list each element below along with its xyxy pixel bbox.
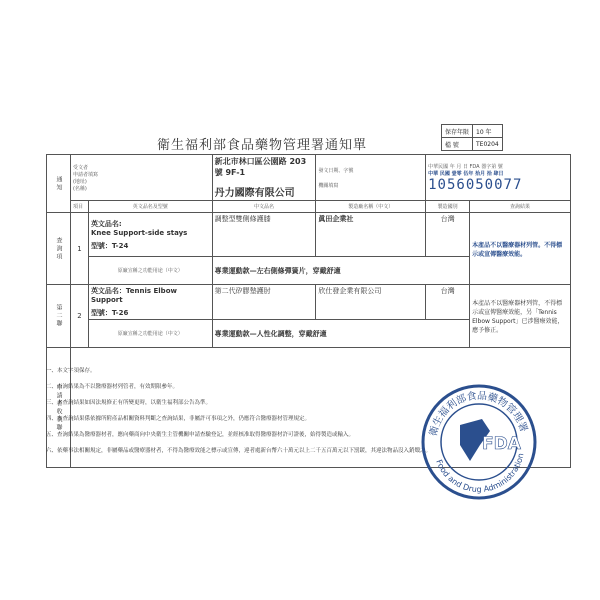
item-1-country: 台灣	[426, 213, 470, 257]
date-month: 月	[456, 163, 462, 170]
seal-english-text: Food and Drug Administration	[434, 452, 526, 495]
doc-number: 1056050077	[428, 176, 523, 193]
item-1-zh-name: 調整型雙側條護膝	[212, 213, 316, 257]
note-item: 四、本查詢結果係依據所附產品相關資料判斷之查詢結果，非屬許可事項之外，仍應符合醫療器材管理規定。	[46, 416, 311, 422]
file-label: 檔 號	[442, 138, 473, 151]
item-1-usage: 專業運動款—左右側條彈簧片，穿戴舒適	[212, 257, 469, 285]
date-prefix: 中華民國	[428, 163, 449, 170]
note-item: 一、本文字須保存。	[46, 368, 96, 374]
applicant-label: 申請者填寫	[72, 171, 98, 178]
date-year: 年	[449, 163, 455, 170]
recipient-address: 新北市林口區公園路 203 號 9F-1	[214, 157, 307, 177]
note-item: 三、本查詢結果如因法規修正有所變更時，以衛生福利部公告為準。	[46, 400, 212, 406]
date-stamp: 中華 民國 壹零 伍年 拾月 拾 肆日	[428, 170, 504, 177]
retention-value: 10 年	[473, 125, 503, 138]
fda-prefix: FDA 器字第	[469, 163, 497, 170]
col-name-model: 英文品名及型號	[88, 201, 212, 213]
document-title: 衛生福利部食品藥物管理署通知單	[156, 138, 367, 153]
item-2-en-label: 英文品名：Tennis Elbow Support	[90, 287, 177, 304]
date-label: 發文日期、字號	[318, 167, 354, 174]
date-label-cell	[316, 155, 426, 201]
item-1-maker: 眞田企業社	[316, 213, 426, 257]
item-2-usage-label: 原廠宣稱之功能用途（中文）	[88, 320, 212, 348]
col-result: 查詢結果	[470, 201, 571, 213]
date-value-cell	[426, 155, 571, 201]
col-item: 項目	[70, 201, 88, 213]
address-label: (地址)	[72, 178, 87, 185]
date-day: 日	[462, 163, 468, 170]
file-value: TE0204	[473, 138, 503, 151]
fda-seal	[420, 383, 538, 501]
note-item: 六、依藥事法相關規定，非屬藥品或醫療器材者，不得為醫療效能之標示或宣傳，違者處新台幣六十萬元以上二千五百萬元以下罰鍰，其違法物品沒入銷燬之。	[46, 448, 432, 454]
note-item: 五、查詢結果為醫療器材者，應向藥商向中央衛生主管機關申請查驗登記，並經核准取得醫療器材許可證後，始得製造或輸入。	[46, 432, 355, 438]
item-1-usage-label: 原廠宣稱之功能用途（中文）	[88, 257, 212, 285]
item-2-name-cell	[88, 285, 212, 320]
agency-label: 機關填寫	[318, 182, 339, 189]
item-2-no: 2	[70, 285, 88, 348]
col-chinese-name: 中文品名	[212, 201, 316, 213]
col-manufacturer: 製造廠名稱（中文）	[316, 201, 426, 213]
retention-label: 保存年限	[442, 125, 473, 138]
recipient-values	[212, 155, 316, 201]
fda-suffix: 號	[497, 163, 503, 170]
item-1-result: 本產品不以醫療器材列管。不得標示或宣傳醫療效能。	[470, 213, 571, 285]
section-label-3: 申請者收執聯	[47, 348, 71, 468]
recipient-block	[70, 155, 212, 201]
item-2-usage: 專業運動款—人性化調整，穿戴舒適	[212, 320, 469, 348]
item-1-no: 1	[70, 213, 88, 285]
recipient-company: 丹力國際有限公司	[214, 188, 295, 199]
fda-seal-icon	[420, 383, 538, 501]
section-label-2: 第二聯	[47, 285, 71, 348]
item-2-zh-name: 第二代矽膠墊護肘	[212, 285, 316, 320]
col-country: 製造國別	[426, 201, 470, 213]
recipient-label: 受文者	[72, 164, 88, 171]
item-2-result: 本產品不以醫療器材列管，不得標示或宣傳醫療效能，另「Tennis Elbow Support」已涉醫療效能，應予修正。	[470, 285, 571, 348]
seal-logo: FDA	[482, 434, 521, 454]
meta-table	[441, 124, 503, 151]
item-2-country: 台灣	[426, 285, 470, 320]
item-2-model: 型號：T-26	[90, 309, 129, 317]
item-1-en-label: 英文品名:	[90, 219, 122, 228]
item-1-en-name: Knee Support-side stays	[90, 228, 188, 237]
note-item: 二、查詢結果為不以醫療器材列管者，有效期限參年。	[46, 384, 179, 390]
notify-label: 通知	[47, 155, 71, 213]
section-label-1: 查詢項	[47, 213, 71, 285]
item-2-maker: 欣仕發企業有限公司	[316, 285, 426, 320]
seal-chinese-text: 衛生福利部食品藥物管理署	[428, 390, 529, 438]
date-template	[428, 163, 568, 170]
name-label: (名稱)	[72, 185, 87, 192]
item-1-model: 型號：T-24	[90, 241, 129, 250]
item-1-name-cell	[88, 213, 212, 257]
